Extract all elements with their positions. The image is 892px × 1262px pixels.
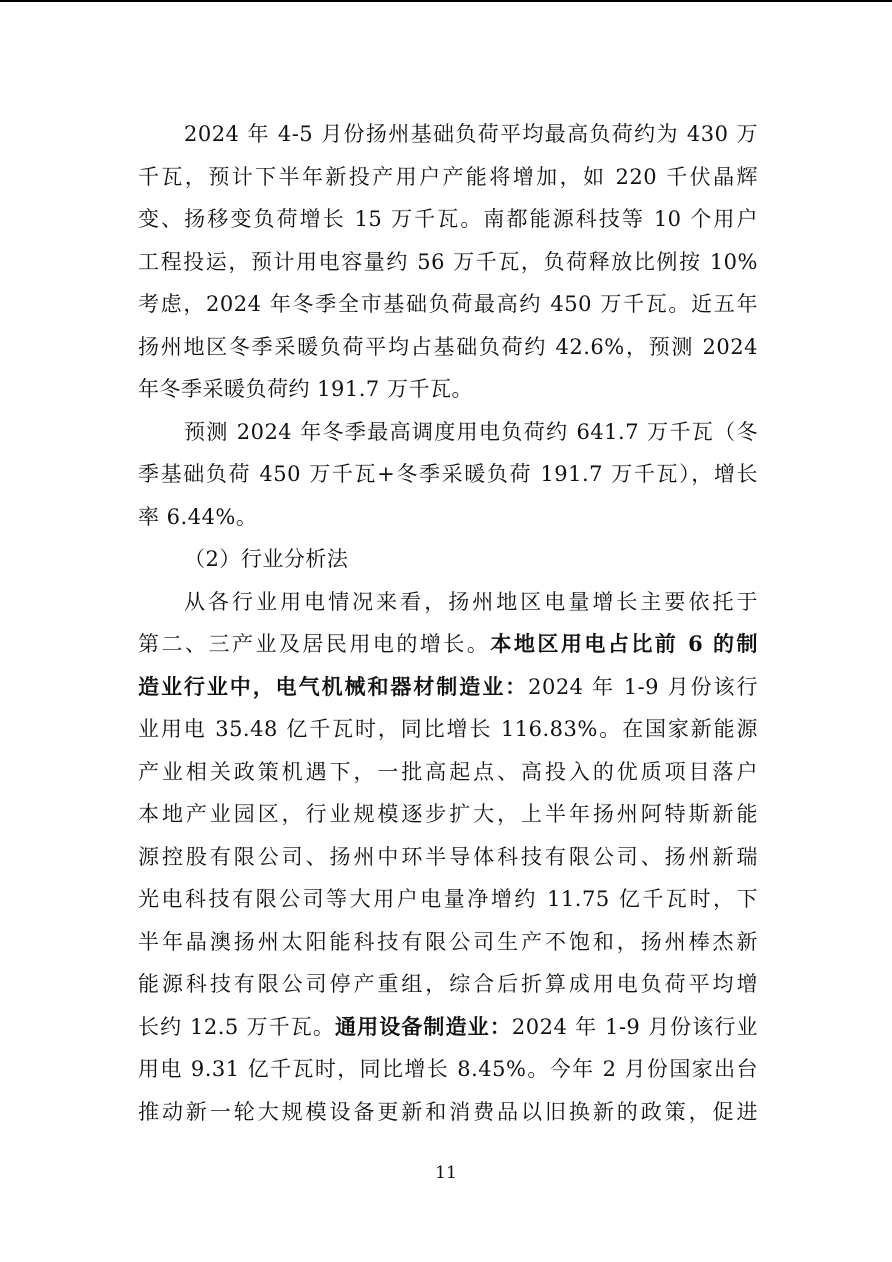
paragraph-line: 能源科技有限公司停产重组，综合后折算成用电负荷平均增 (138, 972, 758, 996)
paragraph-line: 2024 年 4-5 月份扬州基础负荷平均最高负荷约为 430 万 (184, 122, 758, 146)
plain-text: 第二、三产业及居民用电的增长。 (138, 632, 491, 656)
paragraph-line (138, 666, 758, 709)
paragraph-line: 率 6.44%。 (138, 504, 258, 529)
bold-text: 造业行业中，电气机械和器材制造业： (138, 673, 529, 699)
paragraph-line: 从各行业用电情况来看，扬州地区电量增长主要依托于 (184, 589, 758, 614)
paragraph-2 (138, 411, 758, 539)
paragraph-line (138, 1006, 758, 1049)
paragraph-line: 年冬季采暖负荷约 191.7 万千瓦。 (138, 377, 473, 401)
paragraph-line: 用电 9.31 亿千瓦时，同比增长 8.45%。今年 2 月份国家出台 (138, 1057, 758, 1081)
plain-text: 2024 年 1-9 月份该行业 (511, 1014, 759, 1039)
paragraph-line: 预测 2024 年冬季最高调度用电负荷约 641.7 万千瓦（冬 (184, 419, 758, 444)
plain-text: 2024 年 1-9 月份该行 (528, 674, 759, 699)
bold-text: 本地区用电占比前 6 的制 (490, 631, 759, 656)
paragraph-line: 工程投运，预计用电容量约 56 万千瓦，负荷释放比例按 10% (138, 249, 758, 274)
page-number: 11 (435, 1163, 457, 1183)
paragraph-1 (138, 113, 758, 411)
paragraph-line: 源控股有限公司、扬州中环半导体科技有限公司、扬州新瑞 (138, 844, 758, 869)
paragraph-line: 推动新一轮大规模设备更新和消费品以旧换新的政策，促进 (138, 1099, 758, 1124)
paragraph-line: 光电科技有限公司等大用户电量净增约 11.75 亿千瓦时，下 (138, 887, 758, 911)
bold-text: 通用设备制造业： (334, 1013, 512, 1039)
paragraph-line: 季基础负荷 450 万千瓦+冬季采暖负荷 191.7 万千瓦），增长 (138, 462, 758, 486)
section-heading: （2）行业分析法 (184, 547, 349, 571)
plain-text: 长约 12.5 万千瓦。 (138, 1014, 335, 1039)
paragraph-line: 半年晶澳扬州太阳能科技有限公司生产不饱和，扬州棒杰新 (138, 929, 758, 954)
paragraph-line: 业用电 35.48 亿千瓦时，同比增长 116.83%。在国家新能源 (138, 717, 758, 741)
paragraph-line: 本地产业园区，行业规模逐步扩大，上半年扬州阿特斯新能 (138, 802, 758, 826)
paragraph-line: 千瓦，预计下半年新投产用户产能将增加，如 220 千伏晶辉 (138, 164, 758, 189)
top-border-line (0, 0, 892, 2)
paragraph-line: 考虑，2024 年冬季全市基础负荷最高约 450 万千瓦。近五年 (138, 292, 758, 316)
paragraph-line (138, 623, 758, 666)
document-body (138, 113, 758, 1133)
paragraph-line: 扬州地区冬季采暖负荷平均占基础负荷约 42.6%，预测 2024 (138, 334, 758, 359)
paragraph-line: 产业相关政策机遇下，一批高起点、高投入的优质项目落户 (138, 759, 758, 784)
paragraph-line: 变、扬移变负荷增长 15 万千瓦。南都能源科技等 10 个用户 (138, 207, 758, 231)
paragraph-3 (138, 581, 758, 1134)
